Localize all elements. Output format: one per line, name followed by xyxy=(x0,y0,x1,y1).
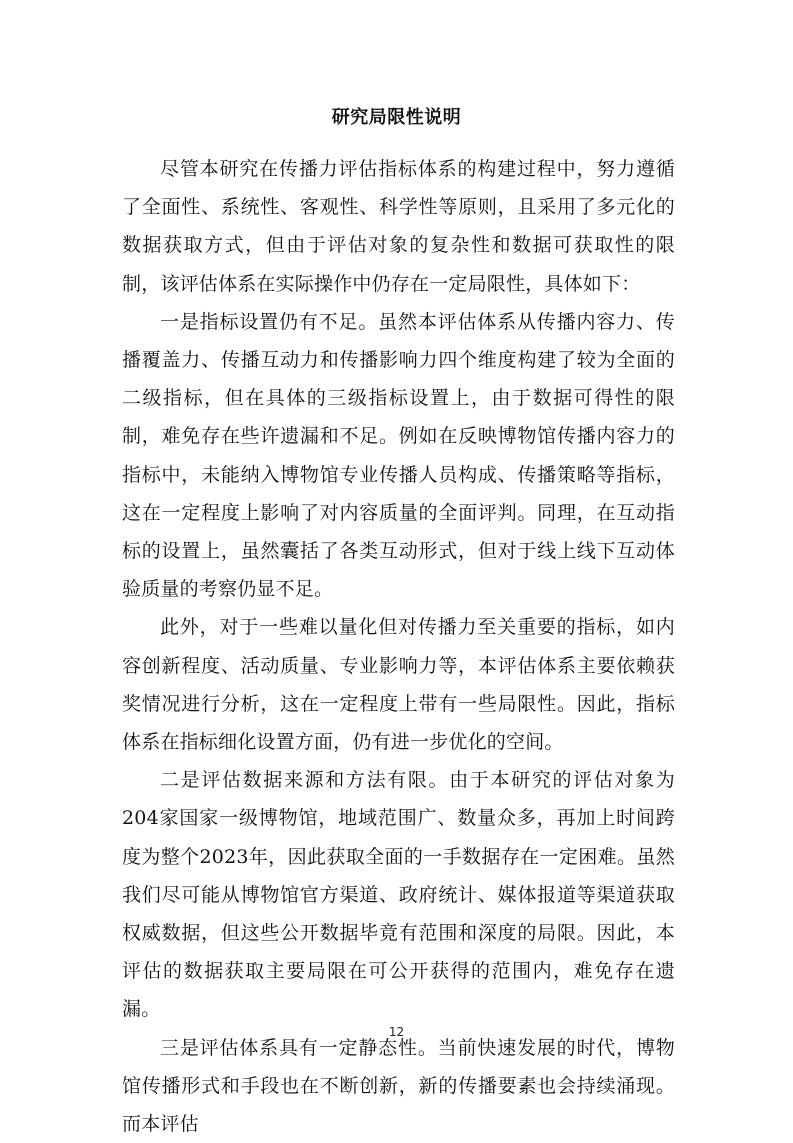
page-number: 12 xyxy=(388,1025,405,1039)
paragraph-quantification-limits: 此外，对于一些难以量化但对传播力至关重要的指标，如内容创新程度、活动质量、专业影响力等，本评估体系主要依赖获奖情况进行分析，这在一定程度上带有一些局限性。因此，指标体系在指标细化设置方面，仍有进一步优化的空间。 xyxy=(122,616,675,754)
paragraph-intro: 尽管本研究在传播力评估指标体系的构建过程中，努力遵循了全面性、系统性、客观性、科学性等原则，且采用了多元化的数据获取方式，但由于评估对象的复杂性和数据可获取性的限制，该评估体系在实际操作中仍存在一定局限性，具体如下： xyxy=(122,158,675,295)
body-text xyxy=(122,150,675,1143)
page-title: 研究局限性说明 xyxy=(331,107,462,128)
paragraph-indicator-limits: 一是指标设置仍有不足。虽然本评估体系从传播内容力、传播覆盖力、传播互动力和传播影响力四个维度构建了较为全面的二级指标，但在具体的三级指标设置上，由于数据可得性的限制，难免存在些许遗漏和不足。例如在反映博物馆传播内容力的指标中，未能纳入博物馆专业传播人员构成、传播策略等指标，这在一定程度上影响了对内容质量的全面评判。同理，在互动指标的设置上，虽然囊括了各类互动形式，但对于线上线下互动体验质量的考察仍显不足。 xyxy=(122,310,675,601)
paragraph-data-source-limits: 二是评估数据来源和方法有限。由于本研究的评估对象为204家国家一级博物馆，地域范围广、数量众多，再加上时间跨度为整个2023年，因此获取全面的一手数据存在一定困难。虽然我们尽可能从博物馆官方渠道、政府统计、媒体报道等渠道获取权威数据，但这些公开数据毕竟有范围和深度的局限。因此，本评估的数据获取主要局限在可公开获得的范围内，难免存在遗漏。 xyxy=(122,769,675,1021)
paragraph-static-system: 三是评估体系具有一定静态性。当前快速发展的时代，博物馆传播形式和手段也在不断创新，新的传播要素也会持续涌现。而本评估 xyxy=(122,1036,675,1136)
